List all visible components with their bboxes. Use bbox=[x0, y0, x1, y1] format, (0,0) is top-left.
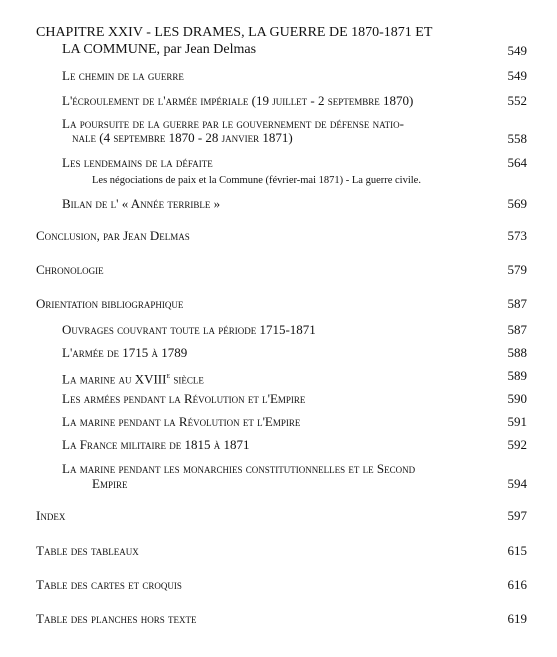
toc-entry-line2: Empire bbox=[92, 476, 128, 491]
toc-page: 552 bbox=[507, 93, 527, 108]
cartes-title: Table des cartes et croquis bbox=[36, 577, 182, 592]
planches-title: Table des planches hors texte bbox=[36, 611, 197, 626]
toc-entry-sup: e bbox=[166, 371, 171, 380]
toc-entry bbox=[62, 368, 204, 387]
toc-entry-line1: La poursuite de la guerre par le gouvernement de défense natio- bbox=[62, 116, 404, 131]
toc-page: 588 bbox=[507, 345, 527, 360]
toc-entry: Ouvrages couvrant toute la période 1715-1871 bbox=[62, 322, 316, 337]
toc-page: 590 bbox=[507, 391, 527, 406]
toc-page: 591 bbox=[507, 414, 527, 429]
toc-page: 558 bbox=[507, 131, 527, 146]
conclusion-title: Conclusion, par Jean Delmas bbox=[36, 228, 190, 243]
toc-entry: La France militaire de 1815 à 1871 bbox=[62, 437, 250, 452]
toc-page: 592 bbox=[507, 437, 527, 452]
index-page: 597 bbox=[507, 508, 527, 523]
orientation-title: Orientation bibliographique bbox=[36, 296, 184, 311]
toc-page: 569 bbox=[507, 196, 527, 211]
chapter-page: 549 bbox=[507, 43, 527, 58]
toc-subentry: Les négociations de paix et la Commune (février-mai 1871) - La guerre civile. bbox=[92, 175, 421, 186]
toc-entry-line2: nale (4 septembre 1870 - 28 janvier 1871) bbox=[72, 130, 293, 145]
toc-page: 564 bbox=[507, 155, 527, 170]
orientation-page: 587 bbox=[507, 296, 527, 311]
chapter-title-line1: CHAPITRE XXIV - LES DRAMES, LA GUERRE DE 1870-1871 ET bbox=[36, 25, 433, 40]
toc-page: 587 bbox=[507, 322, 527, 337]
chronologie-page: 579 bbox=[507, 262, 527, 277]
toc-entry-line1: La marine pendant les monarchies constitutionnelles et le Second bbox=[62, 461, 416, 476]
chapter-title-line2: LA COMMUNE, par Jean Delmas bbox=[62, 42, 257, 57]
tableaux-title: Table des tableaux bbox=[36, 543, 139, 558]
toc-entry-text: La marine au XVIII bbox=[62, 371, 167, 387]
cartes-page: 616 bbox=[507, 577, 527, 592]
conclusion-page: 573 bbox=[507, 228, 527, 243]
toc-page: 549 bbox=[507, 68, 527, 83]
toc-entry: L'armée de 1715 à 1789 bbox=[62, 345, 188, 360]
toc-entry: Bilan de l' « Année terrible » bbox=[62, 196, 221, 211]
toc-entry: La marine pendant la Révolution et l'Empire bbox=[62, 414, 301, 429]
toc-entry-tail: siècle bbox=[170, 371, 204, 387]
toc-page: 594 bbox=[507, 476, 527, 491]
chronologie-title: Chronologie bbox=[36, 262, 104, 277]
tableaux-page: 615 bbox=[507, 543, 527, 558]
index-title: Index bbox=[36, 508, 66, 523]
toc-entry: Les armées pendant la Révolution et l'Empire bbox=[62, 391, 306, 406]
planches-page: 619 bbox=[507, 611, 527, 626]
toc-entry: Les lendemains de la défaite bbox=[62, 155, 213, 170]
toc-entry: Le chemin de la guerre bbox=[62, 68, 184, 83]
toc-page: 589 bbox=[507, 368, 527, 383]
toc-entry: L'écroulement de l'armée impériale (19 juillet - 2 septembre 1870) bbox=[62, 93, 414, 108]
